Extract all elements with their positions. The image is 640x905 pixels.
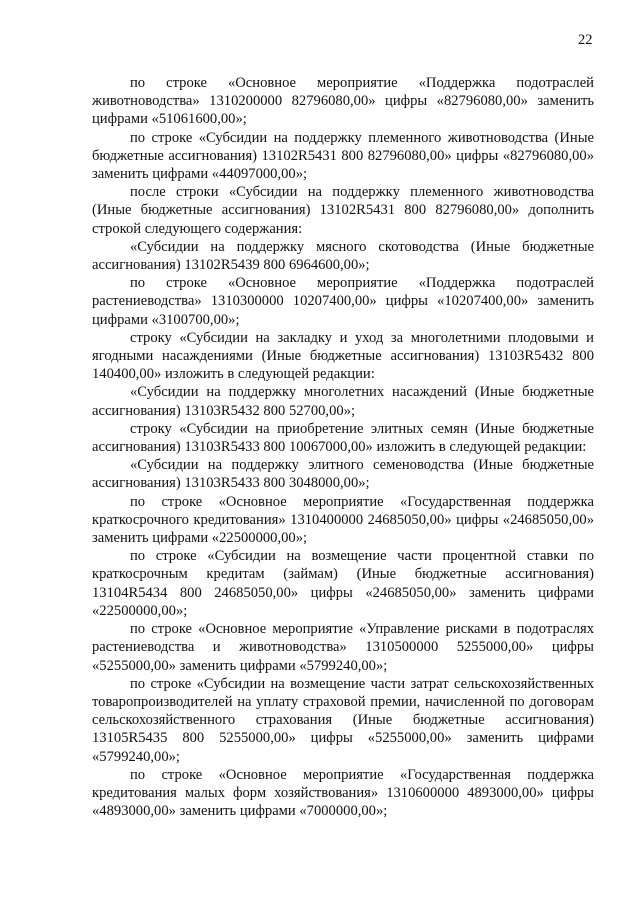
paragraph-perennial-planting-old: строку «Субсидии на закладку и уход за многолетними плодовыми и ягодными насаждениями (Иные бюджетные ассигнования) 13103R5432 800 140400,00» изложить в следующей редакции: <box>92 329 594 383</box>
paragraph-risk-management: по строке «Основное мероприятие «Управление рисками в подотраслях растениеводства и животноводства» 1310500000 5255000,00» цифры «5255000,00» заменить цифрами «5799240,00»; <box>92 621 594 674</box>
page-number: 22 <box>578 32 593 48</box>
paragraph-crop-subsector: по строке «Основное мероприятие «Поддержка подотраслей растениеводства» 1310300000 10207400,00» цифры «10207400,00» заменить цифрами «3100700,00»; <box>92 275 594 328</box>
paragraph-elite-seeds-new: «Субсидии на поддержку элитного семеноводства (Иные бюджетные ассигнования) 13103R5433 800 3048000,00»; <box>92 457 594 492</box>
paragraph-insurance-premium-subsidy: по строке «Субсидии на возмещение части затрат сельскохозяйственных товаропроизводителей на уплату страховой премии, начисленной по договорам сельскохозяйственного страхования (Иные бюджетные ассигнования) 13105R5435 800 5255000,00» цифры «5255000,00» заменить цифрами «5799240,00»; <box>92 675 594 765</box>
paragraph-beef-cattle-subsidy: «Субсидии на поддержку мясного скотоводства (Иные бюджетные ассигнования) 13102R5439 800 6964600,00»; <box>92 238 594 274</box>
paragraph-breeding-subsidy: по строке «Субсидии на поддержку племенного животноводства (Иные бюджетные ассигнования) 13102R5431 800 82796080,00» цифры «82796080,00» заменить цифрами «44097000,00»; <box>92 129 594 183</box>
paragraph-small-farms-lending: по строке «Основное мероприятие «Государственная поддержка кредитования малых форм хозяйствования» 1310600000 4893000,00» цифры «4893000,00» заменить цифрами «7000000,00»; <box>92 766 594 820</box>
paragraph-livestock-subsector: по строке «Основное мероприятие «Поддержка подотраслей животноводства» 1310200000 82796080,00» цифры «82796080,00» заменить цифрами «51061600,00»; <box>92 75 594 128</box>
paragraph-insert-after-breeding: после строки «Субсидии на поддержку племенного животноводства (Иные бюджетные ассигнования) 13102R5431 800 82796080,00» дополнить строкой следующего содержания: <box>92 184 594 237</box>
paragraph-short-term-lending: по строке «Основное мероприятие «Государственная поддержка краткосрочного кредитования» 1310400000 24685050,00» цифры «24685050,00» заменить цифрами «22500000,00»; <box>92 493 594 547</box>
document-body <box>92 74 594 820</box>
paragraph-perennial-planting-new: «Субсидии на поддержку многолетних насаждений (Иные бюджетные ассигнования) 13103R5432 800 52700,00»; <box>92 384 594 419</box>
paragraph-interest-rate-subsidy: по строке «Субсидии на возмещение части процентной ставки по краткосрочным кредитам (займам) (Иные бюджетные ассигнования) 13104R5434 800 24685050,00» цифры «24685050,00» заменить цифрами «22500000,00»; <box>92 548 594 619</box>
paragraph-elite-seeds-old: строку «Субсидии на приобретение элитных семян (Иные бюджетные ассигнования) 13103R5433 800 10067000,00» изложить в следующей редакции: <box>92 420 594 456</box>
